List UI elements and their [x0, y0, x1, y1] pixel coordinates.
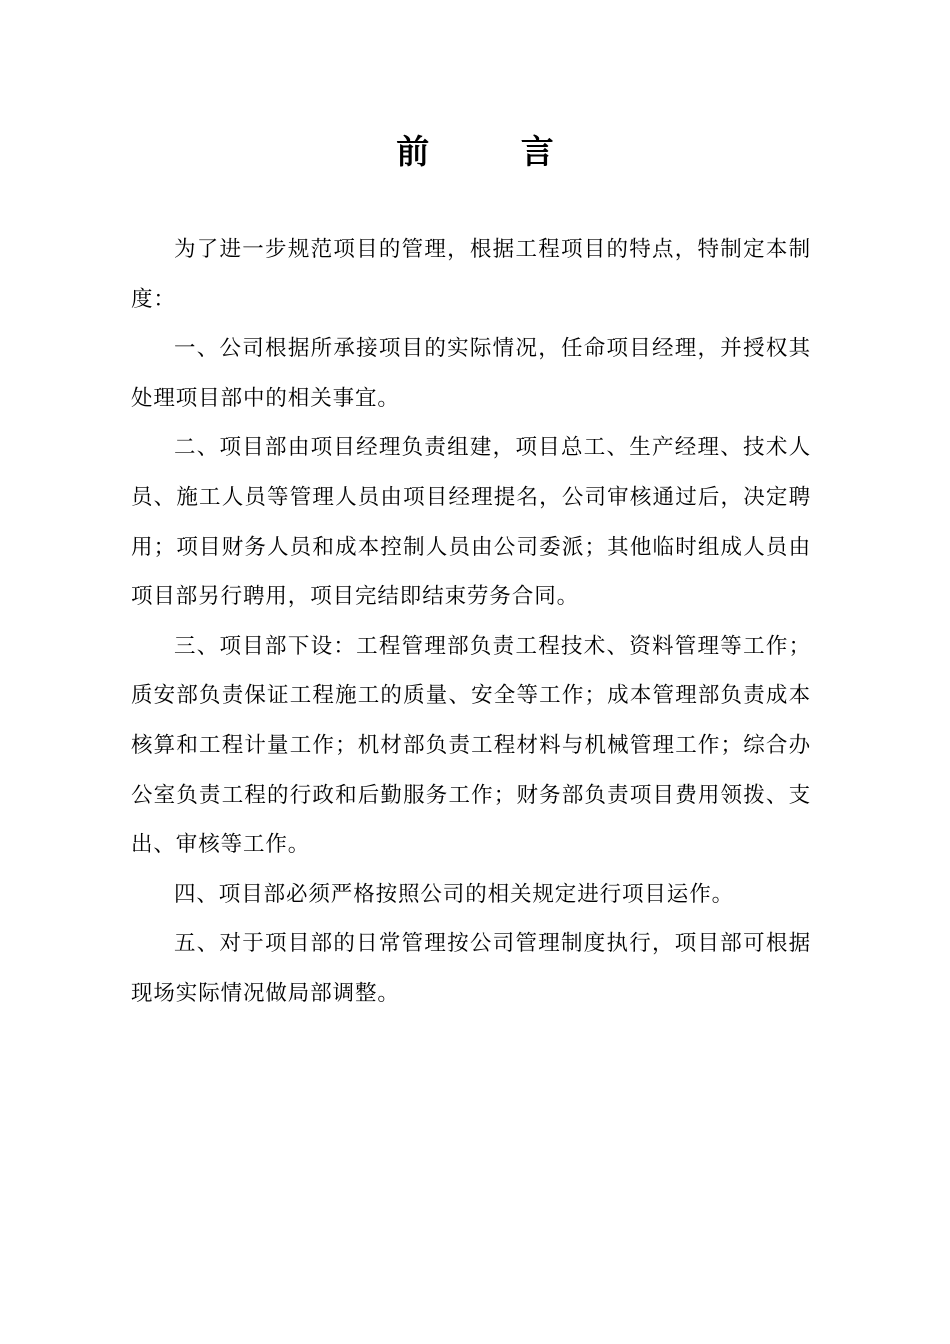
page-title: 前 言 — [396, 132, 594, 171]
paragraph-intro: 为了进一步规范项目的管理，根据工程项目的特点，特制定本制度： — [131, 237, 811, 312]
paragraph-item-4: 四、项目部必须严格按照公司的相关规定进行项目运作。 — [174, 881, 735, 907]
paragraph-item-5: 五、对于项目部的日常管理按公司管理制度执行，项目部可根据现场实际情况做局部调整。 — [131, 931, 811, 1006]
document-body — [131, 225, 811, 1019]
paragraph-item-1: 一、公司根据所承接项目的实际情况，任命项目经理，并授权其处理项目部中的相关事宜。 — [131, 336, 811, 411]
paragraph-item-2: 二、项目部由项目经理负责组建，项目总工、生产经理、技术人员、施工人员等管理人员由项目经理提名，公司审核通过后，决定聘用；项目财务人员和成本控制人员由公司委派；其他临时组成人员由项目部另行聘用，项目完结即结束劳务合同。 — [131, 435, 811, 610]
paragraph-item-3: 三、项目部下设：工程管理部负责工程技术、资料管理等工作；质安部负责保证工程施工的质量、安全等工作；成本管理部负责成本核算和工程计量工作；机材部负责工程材料与机械管理工作；综合办公室负责工程的行政和后勤服务工作；财务部负责项目费用领拨、支出、审核等工作。 — [131, 633, 811, 858]
